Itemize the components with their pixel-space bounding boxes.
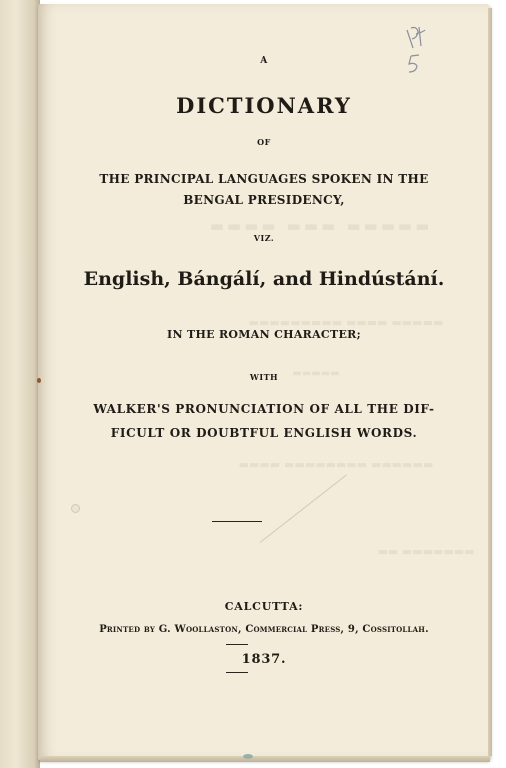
show-through-mark: ▬▬▬▬▬ (292, 368, 340, 379)
walker-line-1: WALKER'S PRONUNCIATION OF ALL THE DIF- (93, 402, 435, 416)
paper-blemish (71, 504, 80, 513)
left-page-edge (0, 0, 40, 768)
walker-line-2: FICULT OR DOUBTFUL ENGLISH WORDS. (110, 426, 418, 440)
subtitle-line-1: THE PRINCIPAL LANGUAGES SPOKEN IN THE (99, 172, 429, 186)
show-through-mark: ▬▬▬▬▬▬▬▬▬ ▬▬▬▬ ▬▬▬▬▬ (248, 316, 444, 329)
title-of: OF (257, 137, 271, 147)
title-article: A (260, 56, 268, 66)
roman-character-line: IN THE ROMAN CHARACTER; (167, 328, 361, 341)
bottom-page-edge (40, 756, 490, 762)
title-viz: VIZ. (253, 233, 275, 243)
languages-heading: English, Bángálí, and Hindústání. (83, 268, 445, 290)
title-with: WITH (249, 372, 279, 382)
right-page-edge (488, 8, 492, 756)
show-through-mark: ▬▬ ▬▬▬▬▬▬▬ (377, 545, 475, 558)
pencil-annotation-mark (403, 24, 429, 76)
year-rule-bottom (226, 672, 248, 673)
page-title: DICTIONARY (176, 93, 352, 118)
imprint-year: 1837. (241, 652, 287, 667)
divider-rule (212, 521, 262, 522)
imprint-printer: Printed by G. Woollaston, Commercial Press, 9, Cossitollah. (99, 624, 429, 635)
bookmark-tip (243, 754, 253, 759)
imprint-place: CALCUTTA: (224, 600, 304, 613)
year-rule-top (226, 644, 248, 645)
subtitle-line-2: BENGAL PRESIDENCY, (183, 193, 345, 207)
show-through-mark: ▬▬▬▬ ▬▬▬▬▬▬▬▬ ▬▬▬▬▬▬ (238, 458, 434, 471)
show-through-mark: ▬▬▬▬ ▬▬▬ ▬▬▬▬▬ (209, 217, 433, 235)
